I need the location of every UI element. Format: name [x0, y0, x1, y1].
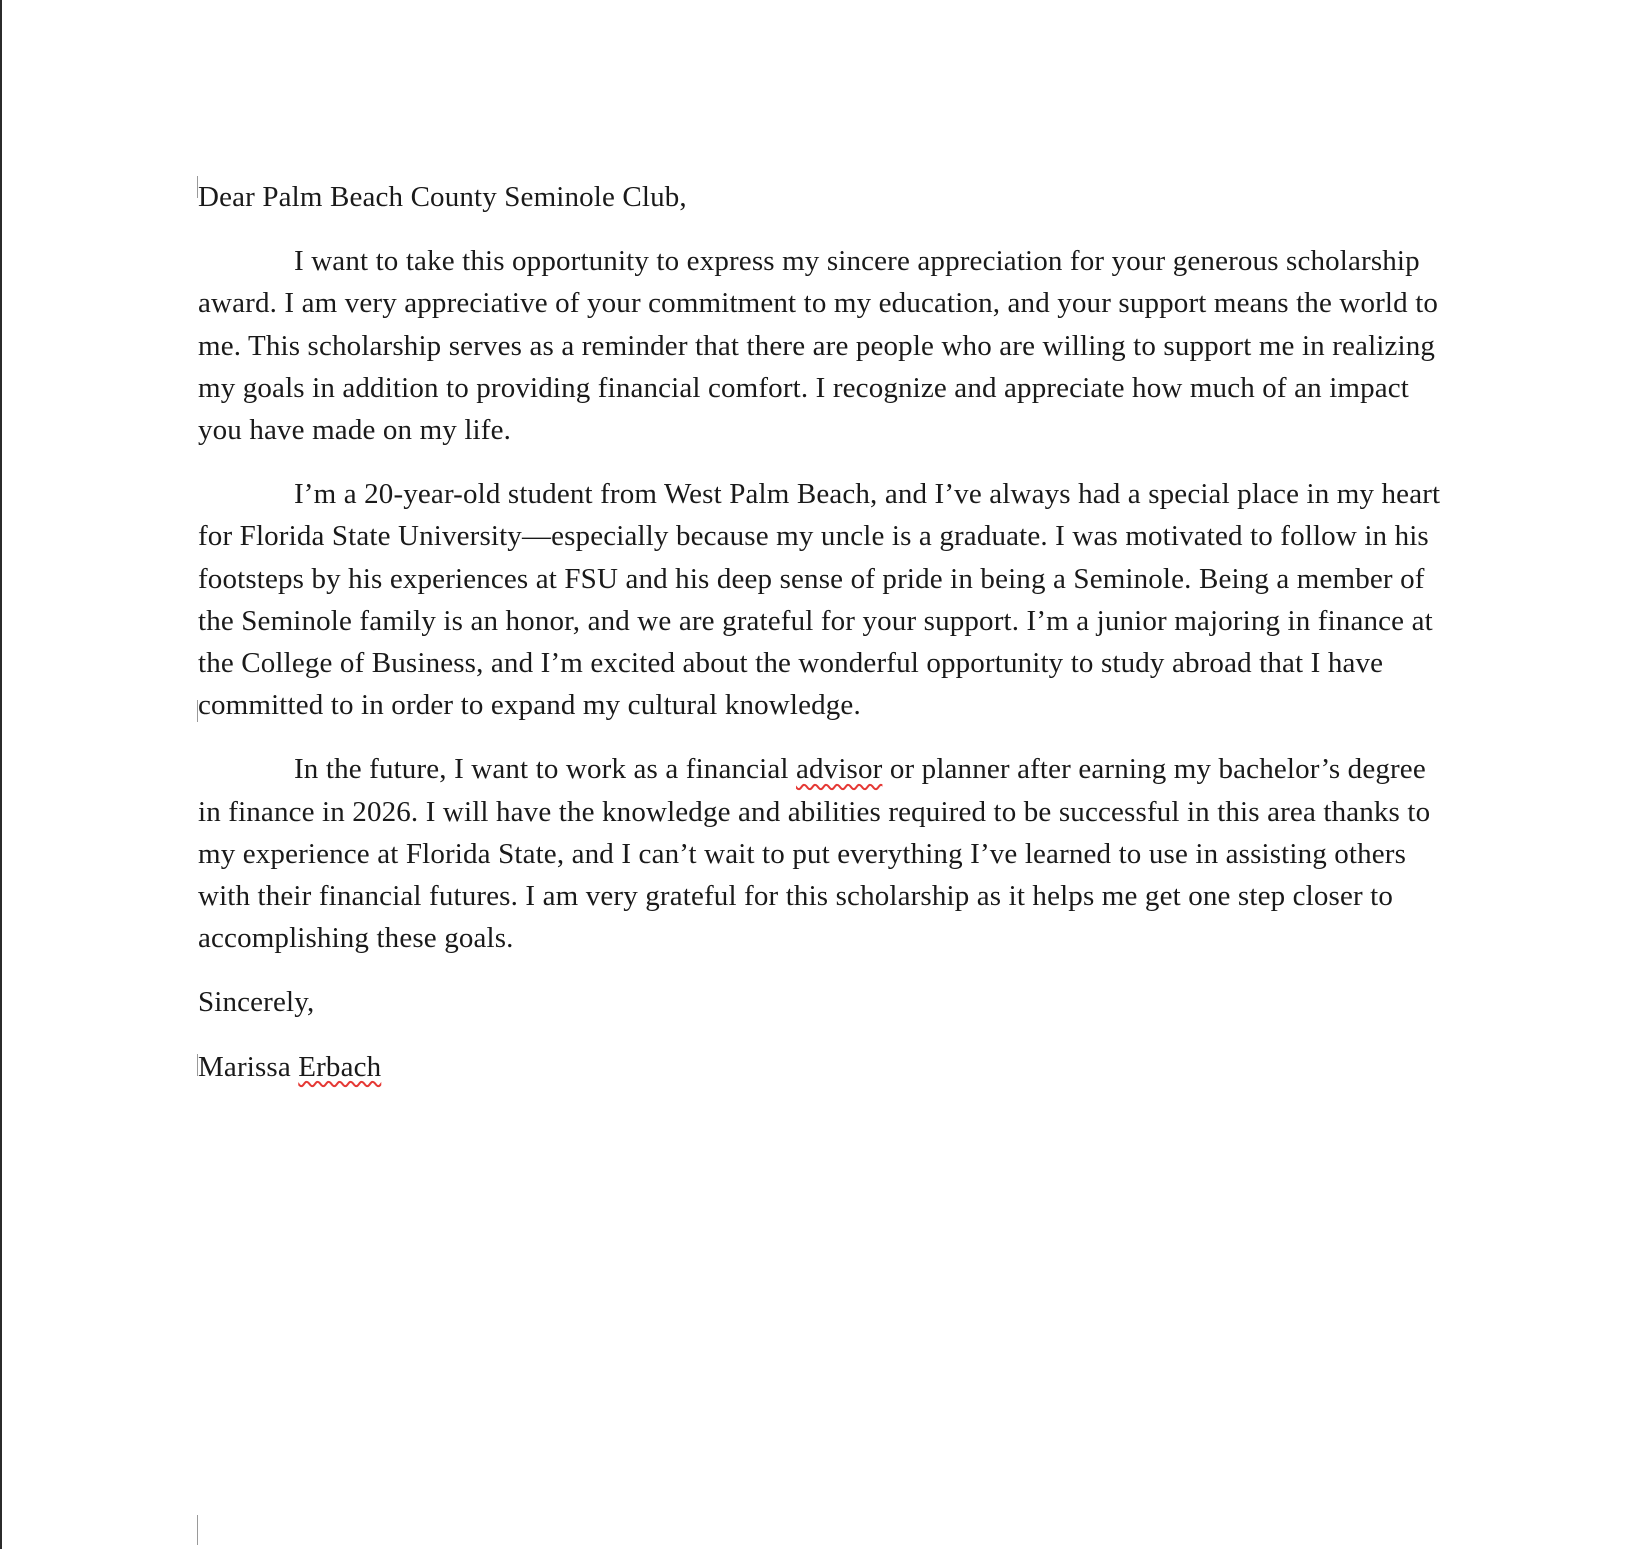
document-body[interactable] [198, 176, 1448, 1110]
paragraph-3 [198, 748, 1448, 959]
paragraph-1: I want to take this opportunity to express my sincere appreciation for your generous scholarship award. I am very appreciative of your commitment to my education, and your support means the world to me. This scholarship serves as a reminder that there are people who are willing to support me in realizing my goals in addition to providing financial comfort. I recognize and appreciate how much of an impact you have made on my life. [198, 245, 1439, 447]
signature [198, 1046, 1448, 1088]
paragraph-3-text-before: In the future, I want to work as a financial [294, 753, 796, 786]
page-footer-cursor-mark [197, 1515, 198, 1545]
paragraph-3-text-after: or planner after earning my bachelor’s degree in finance in 2026. I will have the knowledge and abilities required to be successful in this area thanks to my experience at Florida State, and I can’t wait to put everything I’ve learned to use in assisting others with their financial futures. I am very grateful for this scholarship as it helps me get one step closer to accomplishing these goals. [198, 753, 1431, 955]
paragraph-2: I’m a 20-year-old student from West Palm Beach, and I’ve always had a special place in my heart for Florida State University—especially because my uncle is a graduate. I was motivated to follow in his footsteps by his experiences at FSU and his deep sense of pride in being a Seminole. Being a member of the Seminole family is an honor, and we are grateful for your support. I’m a junior majoring in finance at the College of Business, and I’m excited about the wonderful opportunity to study abroad that I have committed to in order to expand my cultural knowledge. [198, 478, 1441, 722]
salutation: Dear Palm Beach County Seminole Club, [198, 181, 687, 213]
closing: Sincerely, [198, 986, 315, 1019]
spellcheck-flagged-word[interactable]: Erbach [298, 1050, 382, 1083]
spellcheck-flagged-word[interactable]: advisor [796, 753, 883, 786]
signature-first-name: Marissa [198, 1050, 299, 1083]
